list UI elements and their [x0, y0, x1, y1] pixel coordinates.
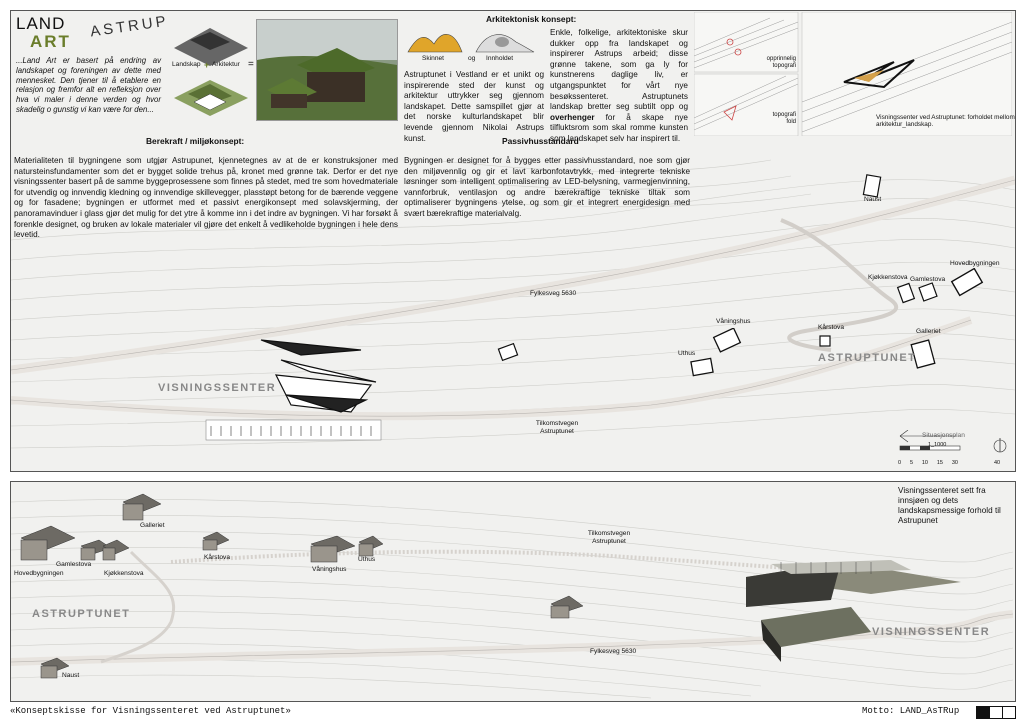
label-relation: Visningssenter ved Astruptunet: forholdet mellom arkitektur_landskap. [876, 114, 1015, 129]
label-naust-bottom: Naust [62, 672, 80, 679]
logo-land: LAND [16, 14, 66, 33]
sustain-heading: Berekraft / miljøkonsept: [146, 136, 245, 146]
label-naust-top: Naust [864, 196, 882, 203]
visningssenter-building [261, 340, 376, 412]
footer-title: «Konseptskisse for Visningssenteret ved Astruptunet» [10, 706, 291, 716]
label-plus: + [204, 60, 210, 70]
arch-concept-left-text: Astruptunet i Vestland er et unikt og inspirerende sted der kunst og arkitektur uttrykker seg gjennom landskapet. Dette samspillet gjør at det norske kulturlandskapet blir levende gjennom Nikolai Astrups kunst. [404, 70, 544, 143]
label-uthus-top: Uthus [678, 350, 696, 357]
kjokkenstova-building [896, 282, 916, 306]
label-north: 40 [994, 460, 1001, 466]
label-equals: = [248, 59, 254, 70]
label-galleriet-bottom: Galleriet [140, 522, 165, 529]
scale-tick: 15 [936, 460, 943, 466]
label-landskap: Landskap [172, 61, 201, 68]
label-tilkomstvegen-bottom: Tilkomstvegen Astruptunet [587, 530, 631, 545]
caption-skinnet: Skinnet [422, 55, 444, 62]
skin-content-drawing [406, 24, 536, 56]
passive-heading: Passivhusstandard [502, 136, 579, 146]
scale-tick: 0 [898, 460, 902, 466]
caption-og: og [468, 55, 476, 62]
passive-text: Bygningen er designet for å bygges etter passivhusstandard, noe som gjør den miljøvennlig og gir et lavt karbonfotavtrykk, med integrerte tekniske løsninger som intelligent optimalisering av LED-belysning, varmegjenvinning, vannforbruk, ventilasjon og andre bærekraftige tekniske tiltak som optimaliserer bygningens ytelse, og som gir et integrert energidesign med svært bærekraftige materialvalg. [404, 156, 690, 218]
arch-concept-right-text: Enkle, folkelige, arkitektoniske skur dukker opp fra landskapet og inspirerer Astrups arbeid; disse grønne takene, som ga ly for kunstnerens daglige liv, er utgangspunktet for vårt nye besøkssenteret. Astruptunets landskap bretter seg subtilt opp og overhenger for å skape nye tilfluktsrom som skal romme kunsten som landskapet selv har inspirert til. [550, 28, 688, 143]
caption-innholdet: Innholdet [486, 55, 514, 62]
gamlestova-building [918, 282, 940, 304]
label-vaningshus-bottom: Våningshus [312, 566, 347, 573]
scale-tick: 5 [909, 460, 913, 466]
astruptunet-photo [256, 19, 398, 121]
vaningshus-building [712, 328, 744, 358]
label-vaningshus-top: Våningshus [716, 318, 751, 325]
label-gamlestova-top: Gamlestova [910, 276, 946, 283]
label-topo-fold: topografi fold [772, 112, 796, 125]
visningssenter-aerial [746, 560, 961, 662]
swatch-white [989, 707, 1002, 718]
label-kjokkenstova-bottom: Kjøkkenstova [104, 570, 144, 577]
label-scale: 1_1000 [928, 442, 947, 448]
label-tilkomstvegen-top: Tilkomstvegen Astruptunet [535, 420, 579, 435]
karstova-building [816, 332, 836, 352]
scale-tick: 10 [921, 460, 928, 466]
label-original-topo: opprinnelig topografi [766, 56, 796, 69]
hovedbygningen-building [948, 268, 988, 302]
north-arrow-icon [992, 436, 1008, 456]
swatch-white [1002, 707, 1015, 718]
sustain-text: Materialiteten til bygningene som utgjør Astrupunet, kjennetegnes av at de er konstruksjoner med natursteinsfundamenter som det er bygget solide trehus på, kronet med grønne tak. Derfor er det nye visningssenter basert på de samme byggeprosessene som finnes på stedet, med tre som hovedmateriale for utvendig og innvendig kledning og innvendige skillevegger, plasstøpt betong for de bærende veggene og for fasadene; bygningen er utformet med et passivt energikonsept med solavskjerming, der panoramavinduer i glass gjør det mulig for det ytre å komme inn i det indre av bygningen. Vi har forsøkt å forenkle designet, og bruken av lokale materialer vil gjøre det enkelt å vedlikeholde bygningen i hele dens levetid. [14, 156, 398, 240]
label-visningssenter-bottom: VISNINGSSENTER [872, 626, 991, 638]
label-karstova-top: Kårstova [818, 324, 845, 331]
label-hovedbygningen-top: Hovedbygningen [950, 260, 1000, 267]
label-gamlestova-bottom: Gamlestova [56, 561, 92, 568]
label-arkitektur: Arkitektur [212, 61, 240, 68]
arch-concept-heading: Arkitektonisk konsept: [486, 14, 577, 24]
shed-building [496, 342, 522, 364]
label-visningssenter-top: VISNINGSSENTER [158, 382, 277, 394]
label-fylkesveg-top: Fylkesveg 5630 [530, 290, 577, 297]
label-astruptunet-bottom: ASTRUPTUNET [32, 608, 131, 620]
scale-tick: 30 [951, 460, 958, 466]
label-astruptunet-top: ASTRUPTUNET [818, 352, 917, 364]
footer-swatches [976, 706, 1016, 719]
label-karstova-bottom: Kårstova [204, 554, 231, 561]
label-fylkesveg-bottom: Fylkesveg 5630 [590, 648, 637, 655]
landskap-arkitektur-diagram [170, 18, 252, 128]
label-uthus-bottom: Uthus [358, 556, 376, 563]
uthus-building [688, 356, 718, 382]
intro-text: ...Land Art er basert på endring av landskapet og foreningen av dette med mennesket. Den tjener til å etablere en relasjon og fremfor alt en refleksjon over hva vi maler i denne verden og hvor skadelig o gunstig vi kan være for den... [16, 56, 161, 114]
label-aerial-caption: Visningssenteret sett fra innsjøen og dets landskapsmessige forhold til Astrupunet [898, 486, 1001, 525]
label-galleriet-top: Galleriet [916, 328, 941, 335]
scale-ticks [898, 460, 958, 466]
logo-astrup: ASTRUP [89, 12, 170, 41]
label-kjokkenstova-top: Kjøkkenstova [868, 274, 908, 281]
footer-motto: Motto: LAND_AsTRup [862, 706, 960, 716]
logo-art: ART [30, 32, 71, 51]
logo [16, 12, 170, 54]
aerial-view [11, 482, 1013, 699]
swatch-black [977, 707, 989, 718]
label-hovedbygningen-bottom: Hovedbygningen [14, 570, 64, 577]
label-situasjon: Situasjonsplan [922, 432, 965, 439]
